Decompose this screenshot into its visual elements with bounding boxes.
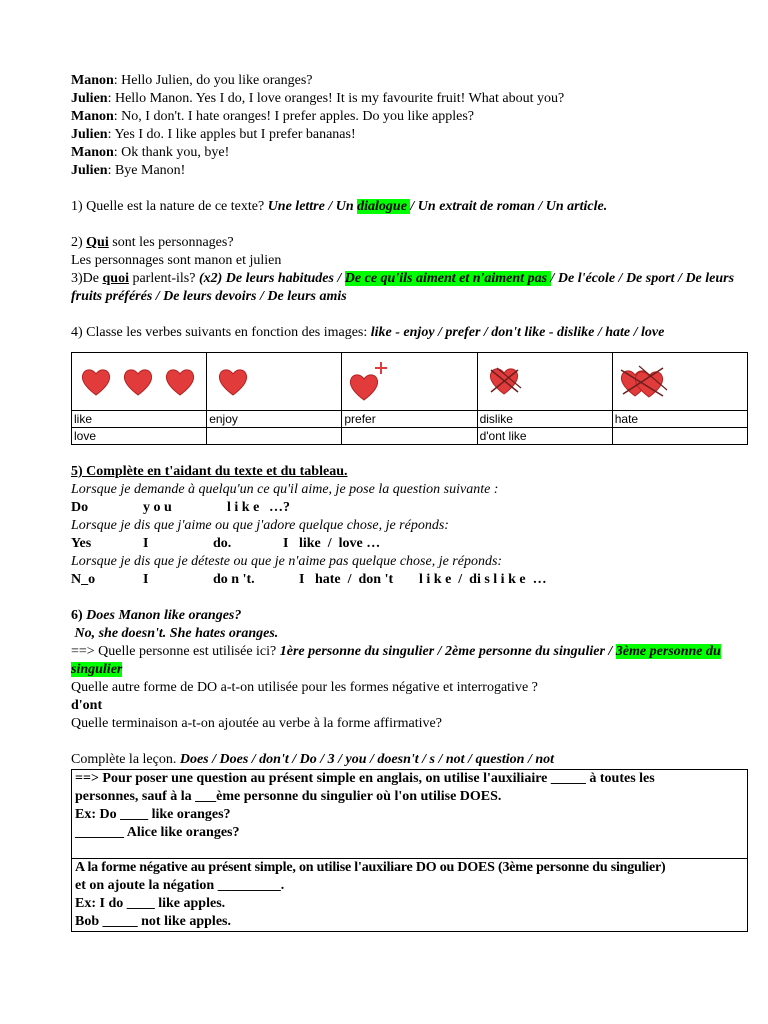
answer-word: Do [71, 500, 89, 515]
table-cell: like [72, 411, 207, 428]
heart-plus-icon-graphic [348, 360, 390, 404]
q5-answer-3 [71, 571, 749, 589]
answer-word: N_o [71, 572, 96, 587]
question-2 [71, 234, 749, 252]
heart-icon [122, 367, 154, 397]
heart-plus-icon [342, 353, 476, 410]
answer-word: y o u [143, 500, 172, 515]
table-cell: hate [612, 411, 747, 428]
lesson-line: Ex: Do ____ like oranges? [75, 807, 231, 822]
table-cell: enjoy [207, 411, 342, 428]
answer-word: I [143, 572, 149, 587]
dialogue-line [71, 144, 749, 162]
q1-option-b: / Un extrait de roman / Un article. [410, 199, 608, 214]
line-text: : Hello Manon. Yes I do, I love oranges! It is my favourite fruit! What about you? [107, 91, 565, 106]
table-row [72, 411, 748, 428]
answer-word: I hate / don 't [299, 572, 394, 587]
dialogue-line [71, 126, 749, 144]
crossed-heart-icon-graphic [488, 366, 524, 398]
q5-prompt-1: Lorsque je demande à quelqu'un ce qu'il aime, je pose la question suivante : [71, 482, 499, 497]
answer-word: do. [213, 536, 232, 551]
answer-word: I like / love … [283, 536, 381, 551]
dialogue-line [71, 162, 749, 180]
table-cell [342, 353, 477, 411]
table-cell [207, 428, 342, 445]
q6-question: Does Manon like oranges? [86, 608, 242, 623]
q2-text: sont les personnages? [108, 235, 234, 250]
q1-highlighted-answer: dialogue [357, 199, 411, 214]
three-hearts-icon [72, 353, 206, 410]
lesson-box [71, 769, 748, 932]
table-cell: prefer [342, 411, 477, 428]
question-4 [71, 324, 749, 342]
speaker: Julien [71, 91, 108, 106]
speaker: Manon [71, 109, 114, 124]
answer-word: Yes [71, 536, 92, 551]
answer-word: do n 't. [213, 572, 255, 587]
table-cell: dislike [477, 411, 612, 428]
q6-answer: No, she doesn't. She hates oranges. [71, 626, 279, 641]
lesson-line: Bob _____ not like apples. [75, 914, 231, 929]
dialogue-line [71, 72, 749, 90]
q1-text: 1) Quelle est la nature de ce texte? [71, 199, 268, 214]
speaker: Julien [71, 163, 108, 178]
table-row [72, 428, 748, 445]
crossed-hearts-icon [613, 353, 747, 410]
table-cell [342, 428, 477, 445]
q4-text: 4) Classe les verbes suivants en fonction des images: [71, 325, 371, 340]
table-cell [612, 428, 747, 445]
line-text: : Hello Julien, do you like oranges? [113, 73, 313, 88]
q2-number: 2) [71, 235, 87, 250]
answer-word: l i k e / di s l i k e … [419, 572, 547, 587]
q6-number: 6) [71, 608, 87, 623]
lesson-line: et on ajoute la négation _________. [75, 878, 285, 893]
speaker: Manon [71, 145, 114, 160]
line-text: : No, I don't. I hate oranges! I prefer apples. Do you like apples? [113, 109, 474, 124]
line-text: : Ok thank you, bye! [113, 145, 230, 160]
table-cell: d'ont like [477, 428, 612, 445]
answer-word: …? [269, 500, 290, 515]
table-cell [612, 353, 747, 411]
dialogue-line [71, 90, 749, 108]
heart-icon [80, 367, 112, 397]
line-text: : Yes I do. I like apples but I prefer bananas! [107, 127, 356, 142]
q5-answer-1 [71, 499, 749, 517]
heart-icon [217, 367, 249, 397]
crossed-hearts-icon-graphic [619, 364, 669, 400]
answer-word: I [143, 536, 149, 551]
q2-keyword: Qui [86, 235, 109, 250]
question-1 [71, 198, 749, 216]
dialogue-line [71, 108, 749, 126]
q4-verbs: like - enjoy / prefer / don't like - dislike / hate / love [370, 325, 665, 340]
q3-number: 3)De [71, 271, 103, 286]
lesson-line: A la forme négative au présent simple, on utilise l'auxiliare DO ou DOES (3ème personne du singulier) [75, 860, 666, 875]
lesson-intro [71, 751, 749, 769]
q5-answer-2 [71, 535, 749, 553]
q6-arrow-text: ==> Quelle personne est utilisée ici? [71, 644, 280, 659]
q3-text: parlent-ils? [128, 271, 199, 286]
line-text: : Bye Manon! [107, 163, 186, 178]
speaker: Julien [71, 127, 108, 142]
q6-ending-question: Quelle terminaison a-t-on ajoutée au verbe à la forme affirmative? [71, 716, 442, 731]
one-heart-icon [207, 353, 341, 410]
lesson-word-bank: Does / Does / don't / Do / 3 / you / doesn't / s / not / question / not [179, 752, 555, 767]
lesson-line: personnes, sauf à la ___ème personne du singulier où l'on utilise DOES. [75, 789, 502, 804]
q6-other-form-answer: d'ont [71, 698, 103, 713]
q6-other-form-question: Quelle autre forme de DO a-t-on utilisée pour les formes négative et interrogative ? [71, 680, 538, 695]
verb-table [71, 352, 748, 445]
q5-title: 5) Complète en t'aidant du texte et du tableau. [71, 464, 348, 479]
table-icon-row [72, 353, 748, 411]
lesson-intro-text: Complète la leçon. [71, 752, 180, 767]
table-cell [207, 353, 342, 411]
answer-word: l i k e [227, 500, 260, 515]
q6-highlighted-answer: 3ème personne du singulier [71, 644, 721, 677]
lesson-negative-rule [72, 859, 747, 931]
q3-highlighted-answer: De ce qu'ils aiment et n'aiment pas [344, 271, 551, 286]
worksheet [71, 72, 749, 932]
q3-keyword: quoi [102, 271, 129, 286]
table-cell [477, 353, 612, 411]
table-cell [72, 353, 207, 411]
q5-prompt-2: Lorsque je dis que j'aime ou que j'adore quelque chose, je réponds: [71, 518, 449, 533]
lesson-line: _______ Alice like oranges? [75, 825, 240, 840]
q3-option-a: (x2) De leurs habitudes / [198, 271, 345, 286]
q2-answer: Les personnages sont manon et julien [71, 253, 282, 268]
speaker: Manon [71, 73, 114, 88]
dialogue [71, 72, 749, 180]
table-cell: love [72, 428, 207, 445]
q3-option-b: / De l'école / De sport / De leurs fruits préférés / De leurs devoirs / De leurs amis [71, 271, 735, 304]
question-6 [71, 607, 749, 625]
lesson-question-rule [72, 770, 747, 859]
lesson-line: Ex: I do ____ like apples. [75, 896, 226, 911]
q6-person-question [71, 643, 749, 679]
q5-prompt-3: Lorsque je dis que je déteste ou que je n'aime pas quelque chose, je réponds: [71, 554, 503, 569]
question-3 [71, 270, 749, 306]
heart-icon [164, 367, 196, 397]
crossed-heart-icon [478, 353, 612, 410]
q6-options: 1ère personne du singulier / 2ème personne du singulier / [279, 644, 616, 659]
q1-option-a: Une lettre / Un [267, 199, 358, 214]
lesson-line: ==> Pour poser une question au présent simple en anglais, on utilise l'auxiliaire _____ à toutes les [75, 771, 655, 786]
